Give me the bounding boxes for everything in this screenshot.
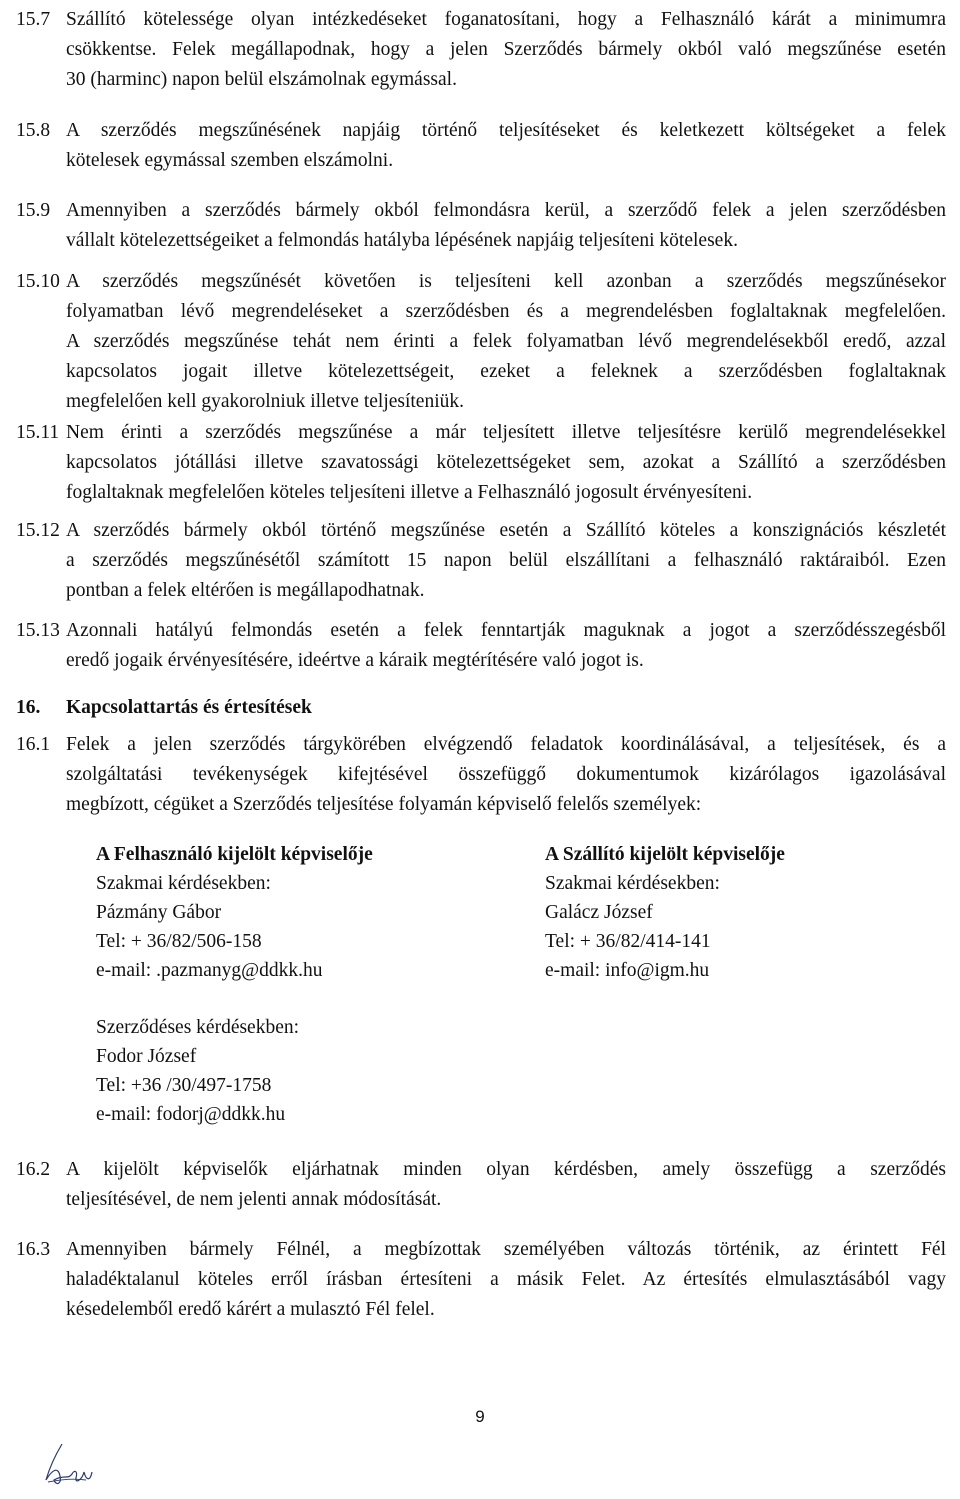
text-line: kötelesek egymással szemben elszámolni.	[66, 150, 394, 171]
text-line: A szerződés megszűnése tehát nem érinti a felek folyamatban lévő megrendelésekből eredő, azzal	[66, 331, 946, 352]
contact-phone: Tel: + 36/82/506-158	[96, 931, 262, 952]
section-number: 15.11	[16, 422, 60, 443]
contact-title: A Felhasználó kijelölt képviselője	[96, 844, 373, 865]
section-15-9	[16, 196, 946, 256]
text-line: Azonnali hatályú felmondás esetén a felek fenntartják maguknak a jogot a szerződésszegésből	[66, 620, 946, 641]
text-line: A szerződés megszűnésének napjáig történő teljesítéseket és keletkezett költségeket a felek	[66, 120, 946, 141]
text-line: késedelemből eredő kárért a mulasztó Fél felel.	[66, 1299, 435, 1320]
supplier-representative	[545, 840, 785, 985]
section-15-13	[16, 616, 946, 676]
contact-label: Szerződéses kérdésekben:	[96, 1017, 300, 1038]
contact-title: A Szállító kijelölt képviselője	[545, 844, 785, 865]
contact-name: Galácz József	[545, 902, 653, 923]
section-number: 15.10	[16, 271, 60, 292]
contact-email: e-mail: fodorj@ddkk.hu	[96, 1104, 286, 1125]
section-15-10	[16, 267, 946, 417]
section-16-heading	[16, 693, 312, 723]
text-line: megbízott, cégüket a Szerződés teljesítése folyamán képviselő felelős személyek:	[66, 794, 702, 815]
section-number: 16.2	[16, 1159, 51, 1180]
section-15-11	[16, 418, 946, 508]
contact-name: Fodor József	[96, 1046, 197, 1067]
section-16-3	[16, 1235, 946, 1325]
contact-label: Szakmai kérdésekben:	[545, 873, 720, 894]
page-number: 9	[475, 1407, 485, 1426]
section-15-7	[16, 5, 946, 95]
user-representative	[96, 840, 373, 985]
section-number: 16.3	[16, 1239, 51, 1260]
section-number: 15.9	[16, 200, 51, 221]
signature-initials	[42, 1440, 112, 1488]
text-line: A szerződés megszűnését követően is teljesíteni kell azonban a szerződés megszűnésekor	[66, 271, 946, 292]
text-line: Nem érinti a szerződés megszűnése a már teljesített illetve teljesítésre kerülő megrendelésekkel	[66, 422, 946, 443]
section-16-2	[16, 1155, 946, 1215]
text-line: Szállító kötelessége olyan intézkedéseket foganatosítani, hogy a Felhasználó kárát a minimumra	[66, 9, 946, 30]
text-line: Amennyiben bármely Félnél, a megbízottak személyében változás történik, az érintett Fél	[66, 1239, 946, 1260]
section-15-8	[16, 116, 946, 176]
text-line: A szerződés bármely okból történő megszűnése esetén a Szállító köteles a konszignációs készletét	[66, 520, 946, 541]
text-line: pontban a felek eltérően is megállapodhatnak.	[66, 580, 425, 601]
section-title: Kapcsolattartás és értesítések	[66, 697, 312, 718]
text-line: Felek a jelen szerződés tárgykörében elvégzendő feladatok koordinálásával, a teljesítések, és a	[66, 734, 946, 755]
section-16-1	[16, 730, 946, 820]
section-number: 15.8	[16, 120, 51, 141]
section-number: 15.7	[16, 9, 51, 30]
text-line: eredő jogaik érvényesítésére, ideértve a káraik megtérítésére való jogot is.	[66, 650, 644, 671]
contact-phone: Tel: +36 /30/497-1758	[96, 1075, 272, 1096]
text-line: Amennyiben a szerződés bármely okból felmondásra kerül, a szerződő felek a jelen szerződésben	[66, 200, 946, 221]
text-line: haladéktalanul köteles erről írásban értesíteni a másik Felet. Az értesítés elmulasztásából vagy	[66, 1269, 946, 1290]
section-number: 15.13	[16, 620, 60, 641]
contact-name: Pázmány Gábor	[96, 902, 222, 923]
section-15-12	[16, 516, 946, 606]
contact-phone: Tel: + 36/82/414-141	[545, 931, 711, 952]
text-line: 30 (harminc) napon belül elszámolnak egymással.	[66, 69, 457, 90]
contact-label: Szakmai kérdésekben:	[96, 873, 271, 894]
text-line: szolgáltatási tevékenységek kifejtésével összefüggő dokumentumok kizárólagos igazolásával	[66, 764, 946, 785]
text-line: a szerződés megszűnésétől számított 15 napon belül elszállítani a felhasználó raktáraiból. Ezen	[66, 550, 946, 571]
contract-representative	[96, 1013, 299, 1129]
section-number: 16.	[16, 697, 41, 718]
text-line: A kijelölt képviselők eljárhatnak minden olyan kérdésben, amely összefügg a szerződés	[66, 1159, 946, 1180]
text-line: foglaltaknak megfelelően köteles teljesíteni illetve a Felhasználó jogosult érvényesíteni.	[66, 482, 753, 503]
contact-email: e-mail: .pazmanyg@ddkk.hu	[96, 960, 323, 981]
contact-email: e-mail: info@igm.hu	[545, 960, 710, 981]
section-number: 16.1	[16, 734, 51, 755]
text-line: teljesítésével, de nem jelenti annak módosítását.	[66, 1189, 442, 1210]
text-line: folyamatban lévő megrendeléseket a szerződésben és a megrendelésben foglaltaknak megfelelően.	[66, 301, 946, 322]
text-line: kapcsolatos jótállási illetve szavatossági kötelezettségeket sem, azokat a Szállító a szerződésben	[66, 452, 946, 473]
text-line: vállalt kötelezettségeiket a felmondás hatályba lépésének napjáig teljesíteni kötelesek.	[66, 230, 738, 251]
section-number: 15.12	[16, 520, 60, 541]
text-line: kapcsolatos jogait illetve kötelezettségeit, ezeket a feleknek a szerződésben foglaltaknak	[66, 361, 946, 382]
text-line: csökkentse. Felek megállapodnak, hogy a jelen Szerződés bármely okból való megszűnése esetén	[66, 39, 946, 60]
text-line: megfelelően kell gyakorolniuk illetve teljesíteniük.	[66, 391, 465, 412]
